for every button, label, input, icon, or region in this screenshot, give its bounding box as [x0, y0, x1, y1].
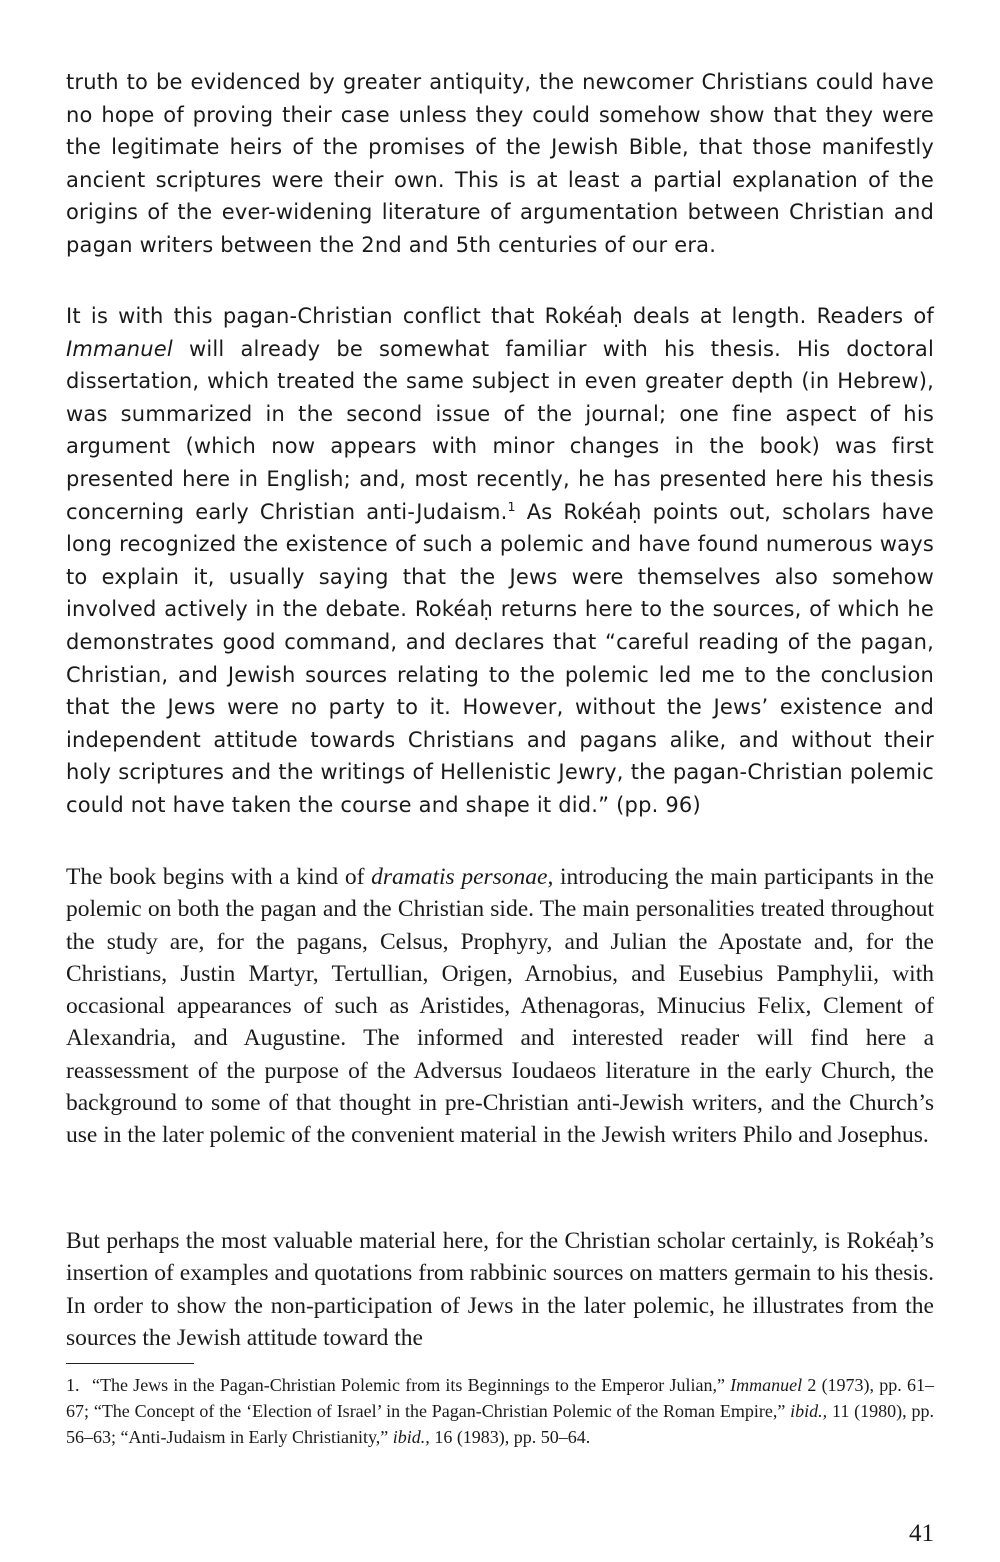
page-number: 41 [909, 1520, 934, 1547]
term-dramatis-personae: dramatis personae, [371, 864, 554, 890]
paragraph-2 [66, 300, 934, 822]
footnote-text-2: 2 (1973), pp. 61–67; “The Concept of the ‘Election of Israel’ in the Pagan-Christian Polemic of the Roman Empire,” [66, 1375, 934, 1421]
paragraph-1-text: truth to be evidenced by greater antiquity, the newcomer Christians could have no hope of proving their case unless they could somehow show that they were the legitimate heirs of the promises of the Jewish Bible, that those manifestly ancient scriptures were their own. This is at least a partial explanation of the origins of the ever-widening literature of argumentation between Christian and pagan writers between the 2nd and 5th centuries of our era. [66, 70, 934, 257]
paragraph-1 [66, 66, 934, 262]
paragraph-2-text-c: As Rokéaḥ points out, scholars have long recognized the existence of such a polemic and have found numerous ways to explain it, usually saying that the Jews were themselves also somehow involved actively in the debate. Rokéaḥ returns here to the sources, of which he demonstrates good command, and declares that “careful reading of the pagan, Christian, and Jewish sources relating to the polemic led me to the conclusion that the Jews were no party to it. However, without the Jews’ existence and independent attitude towards Christians and pagans alike, and without their holy scriptures and the writings of Hellenistic Jewry, the pagan-Christian polemic could not have taken the course and shape it did.” (pp. 96) [66, 499, 934, 817]
paragraph-3 [66, 861, 934, 1152]
footnote-text-4: 16 (1983), pp. 50–64. [429, 1427, 591, 1447]
footnote-text-3: 11 (1980), pp. 56–63; “Anti-Judaism in Early Christianity,” [66, 1401, 934, 1447]
paragraph-2-text-b: will already be somewhat familiar with his thesis. His doctoral dissertation, which treated the same subject in even greater depth (in Hebrew), was summarized in the second issue of the journal; one fine aspect of his argument (which now appears with minor changes in the book) was first presented here in English; and, most recently, he has presented here his thesis concerning early Christian anti-Judaism. [66, 336, 934, 524]
footnote-divider [66, 1363, 194, 1364]
paragraph-4 [66, 1225, 934, 1354]
paragraph-3-text-a: The book begins with a kind of [66, 864, 372, 890]
journal-title-immanuel: Immanuel [66, 336, 173, 361]
footnote [66, 1372, 934, 1450]
paragraph-3-text-b: introducing the main participants in the polemic on both the pagan and the Christian side. The main personalities treated throughout the study are, for the pagans, Celsus, Prophyry, and Julian the Apostate and, for the Christians, Justin Martyr, Tertullian, Origen, Arnobius, and Eusebius Pamphylii, with occasional appearances of such as Aristides, Athenagoras, Minucius Felix, Clement of Alexandria, and Augustine. The informed and interested reader will find here a reassessment of the purpose of the Adversus Ioudaeos literature in the early Church, the background to some of that thought in pre-Christian anti-Jewish writers, and the Church’s use in the later polemic of the convenient material in the Jewish writers Philo and Josephus. [66, 864, 934, 1149]
footnote-reference[interactable]: 1 [507, 498, 516, 514]
paragraph-4-text: But perhaps the most valuable material here, for the Christian scholar certainly, is Rokéaḥ’s insertion of examples and quotations from rabbinic sources on matters germain to his thesis. In order to show the non-participation of Jews in the later polemic, he illustrates from the sources the Jewish attitude toward the [66, 1228, 934, 1351]
footnote-em-3: ibid., [392, 1427, 430, 1447]
paragraph-2-text-a: It is with this pagan-Christian conflict that Rokéaḥ deals at length. Readers of [66, 304, 934, 328]
footnote-em-2: ibid., [790, 1401, 828, 1421]
footnote-em-1: Immanuel [730, 1375, 803, 1395]
footnote-number: 1. [66, 1375, 80, 1395]
footnote-text-1: “The Jews in the Pagan-Christian Polemic from its Beginnings to the Emperor Julian,” [92, 1375, 731, 1395]
